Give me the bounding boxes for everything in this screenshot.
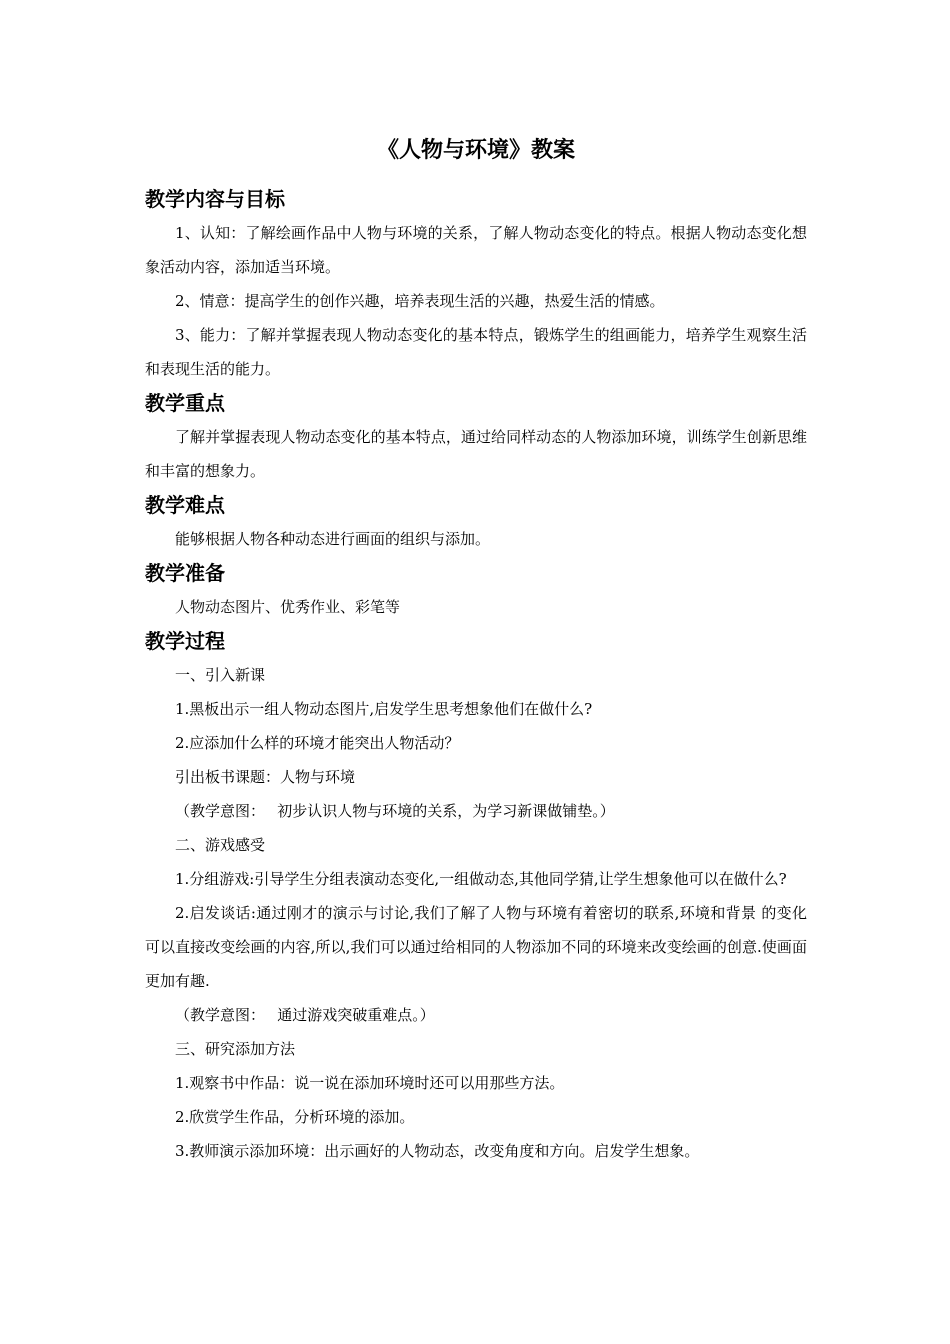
paragraph: （教学意图： 通过游戏突破重难点。） bbox=[175, 1006, 435, 1024]
paragraph: 3.教师演示添加环境：出示画好的人物动态，改变角度和方向。启发学生想象。 bbox=[175, 1142, 700, 1160]
paragraph: 1、认知：了解绘画作品中人物与环境的关系，了解人物动态变化的特点。根据人物动态变化想象活动内容，添加适当环境。 bbox=[145, 224, 807, 276]
document-title: 《人物与环境》教案 bbox=[376, 137, 575, 163]
paragraph: 1.分组游戏:引导学生分组表演动态变化,一组做动态,其他同学猜,让学生想象他可以在做什么? bbox=[175, 870, 787, 888]
document-page bbox=[145, 130, 807, 1168]
section-heading: 教学难点 bbox=[145, 493, 225, 517]
paragraph: 能够根据人物各种动态进行画面的组织与添加。 bbox=[175, 530, 491, 548]
section-heading: 教学过程 bbox=[145, 629, 225, 653]
paragraph: 2.启发谈话:通过刚才的演示与讨论,我们了解了人物与环境有着密切的联系,环境和背景 的变化可以直接改变绘画的内容,所以,我们可以通过给相同的人物添加不同的环境来改变绘画的创意.使画面更加有趣. bbox=[145, 904, 807, 990]
paragraph: 二、游戏感受 bbox=[175, 836, 266, 854]
section-heading: 教学内容与目标 bbox=[145, 187, 285, 211]
document-body bbox=[145, 182, 807, 1168]
paragraph: 一、引入新课 bbox=[175, 666, 266, 684]
paragraph: 2.欣赏学生作品，分析环境的添加。 bbox=[175, 1108, 415, 1126]
paragraph: 3、能力：了解并掌握表现人物动态变化的基本特点，锻炼学生的组画能力，培养学生观察生活和表现生活的能力。 bbox=[145, 326, 807, 378]
section-heading: 教学准备 bbox=[145, 561, 225, 585]
paragraph: 1.观察书中作品：说一说在添加环境时还可以用那些方法。 bbox=[175, 1074, 565, 1092]
paragraph: 1.黑板出示一组人物动态图片,启发学生思考想象他们在做什么? bbox=[175, 700, 593, 718]
paragraph: 2、情意：提高学生的创作兴趣，培养表现生活的兴趣，热爱生活的情感。 bbox=[175, 292, 665, 310]
paragraph: （教学意图： 初步认识人物与环境的关系，为学习新课做铺垫。） bbox=[175, 802, 615, 820]
paragraph: 2.应添加什么样的环境才能突出人物活动？ bbox=[175, 734, 460, 752]
paragraph: 三、研究添加方法 bbox=[175, 1040, 296, 1058]
paragraph: 了解并掌握表现人物动态变化的基本特点，通过给同样动态的人物添加环境，训练学生创新思维和丰富的想象力。 bbox=[145, 428, 807, 480]
paragraph: 引出板书课题：人物与环境 bbox=[175, 768, 356, 786]
paragraph: 人物动态图片、优秀作业、彩笔等 bbox=[175, 598, 401, 616]
section-heading: 教学重点 bbox=[145, 391, 225, 415]
